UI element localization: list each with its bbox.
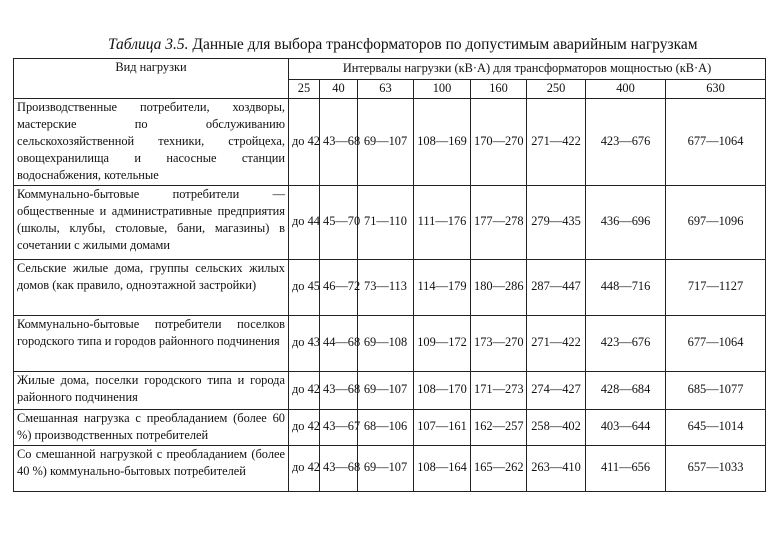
interval-cell-100: 114—179: [414, 259, 471, 315]
interval-cell-400: 448—716: [586, 259, 666, 315]
interval-cell-100: 111—176: [414, 185, 471, 259]
interval-cell-160: 162—257: [471, 409, 527, 445]
interval-cell-40: 43—68: [320, 99, 358, 186]
interval-cell-250: 271—422: [527, 99, 586, 186]
interval-cell-63: 69—107: [358, 371, 414, 409]
caption-label: Таблица 3.5.: [108, 36, 189, 53]
load-type-cell: Жилые дома, поселки городского типа и города районного подчинения: [14, 371, 289, 409]
interval-cell-630: 697—1096: [666, 185, 766, 259]
header-power-160: 160: [471, 80, 527, 99]
interval-cell-40: 43—68: [320, 371, 358, 409]
interval-cell-40: 43—68: [320, 445, 358, 491]
header-intervals: Интервалы нагрузки (кВ·А) для трансформаторов мощностью (кВ·А): [289, 59, 766, 80]
interval-cell-100: 108—169: [414, 99, 471, 186]
table-row: [14, 409, 766, 445]
interval-cell-400: 403—644: [586, 409, 666, 445]
interval-cell-400: 428—684: [586, 371, 666, 409]
interval-cell-25: до 45: [289, 259, 320, 315]
table-row: [14, 99, 766, 186]
interval-cell-250: 274—427: [527, 371, 586, 409]
interval-cell-160: 165—262: [471, 445, 527, 491]
interval-cell-160: 170—270: [471, 99, 527, 186]
interval-cell-40: 46—72: [320, 259, 358, 315]
table-body: [14, 99, 766, 492]
header-power-25: 25: [289, 80, 320, 99]
interval-cell-63: 69—107: [358, 445, 414, 491]
interval-cell-630: 645—1014: [666, 409, 766, 445]
header-load-type: Вид нагрузки: [14, 59, 289, 99]
transformer-selection-table: [13, 58, 766, 492]
load-type-cell: Коммунально-бытовые потребители — общественные и административные предприятия (школы, клубы, столовые, бани, магазины) в сочетании с жилыми домами: [14, 185, 289, 259]
table-row: [14, 315, 766, 371]
interval-cell-25: до 44: [289, 185, 320, 259]
interval-cell-160: 173—270: [471, 315, 527, 371]
interval-cell-630: 717—1127: [666, 259, 766, 315]
interval-cell-40: 45—70: [320, 185, 358, 259]
interval-cell-630: 685—1077: [666, 371, 766, 409]
interval-cell-250: 287—447: [527, 259, 586, 315]
load-type-cell: Коммунально-бытовые потребители поселков городского типа и городов районного подчинения: [14, 315, 289, 371]
table-row: [14, 371, 766, 409]
interval-cell-63: 69—107: [358, 99, 414, 186]
interval-cell-40: 44—68: [320, 315, 358, 371]
interval-cell-400: 436—696: [586, 185, 666, 259]
table-caption: [108, 36, 748, 54]
interval-cell-250: 263—410: [527, 445, 586, 491]
header-power-250: 250: [527, 80, 586, 99]
interval-cell-100: 108—170: [414, 371, 471, 409]
interval-cell-400: 411—656: [586, 445, 666, 491]
interval-cell-63: 69—108: [358, 315, 414, 371]
interval-cell-25: до 42: [289, 445, 320, 491]
load-type-cell: Смешанная нагрузка с преобладанием (более 60 %) производственных потребителей: [14, 409, 289, 445]
interval-cell-40: 43—67: [320, 409, 358, 445]
interval-cell-630: 677—1064: [666, 99, 766, 186]
table-row: [14, 445, 766, 491]
interval-cell-250: 271—422: [527, 315, 586, 371]
interval-cell-25: до 43: [289, 315, 320, 371]
caption-text: Данные для выбора трансформаторов по допустимым аварийным нагрузкам: [192, 36, 698, 53]
header-power-400: 400: [586, 80, 666, 99]
header-power-100: 100: [414, 80, 471, 99]
load-type-cell: Производственные потребители, хоздворы, мастерские по обслуживанию сельскохозяйственной техники, стройцеха, овощехранилища и насосные станции водоснабжения, котельные: [14, 99, 289, 186]
interval-cell-630: 657—1033: [666, 445, 766, 491]
interval-cell-630: 677—1064: [666, 315, 766, 371]
interval-cell-63: 71—110: [358, 185, 414, 259]
interval-cell-63: 73—113: [358, 259, 414, 315]
interval-cell-160: 177—278: [471, 185, 527, 259]
table-row: [14, 259, 766, 315]
header-power-63: 63: [358, 80, 414, 99]
load-type-cell: Сельские жилые дома, группы сельских жилых домов (как правило, одноэтажной застройки): [14, 259, 289, 315]
interval-cell-100: 109—172: [414, 315, 471, 371]
interval-cell-250: 279—435: [527, 185, 586, 259]
interval-cell-25: до 42: [289, 99, 320, 186]
table-row: [14, 185, 766, 259]
header-power-40: 40: [320, 80, 358, 99]
load-type-cell: Со смешанной нагрузкой с преобладанием (более 40 %) коммунально-бытовых потребителей: [14, 445, 289, 491]
interval-cell-100: 108—164: [414, 445, 471, 491]
interval-cell-400: 423—676: [586, 99, 666, 186]
interval-cell-160: 180—286: [471, 259, 527, 315]
interval-cell-400: 423—676: [586, 315, 666, 371]
interval-cell-63: 68—106: [358, 409, 414, 445]
interval-cell-250: 258—402: [527, 409, 586, 445]
interval-cell-100: 107—161: [414, 409, 471, 445]
interval-cell-25: до 42: [289, 371, 320, 409]
header-power-630: 630: [666, 80, 766, 99]
interval-cell-25: до 42: [289, 409, 320, 445]
interval-cell-160: 171—273: [471, 371, 527, 409]
